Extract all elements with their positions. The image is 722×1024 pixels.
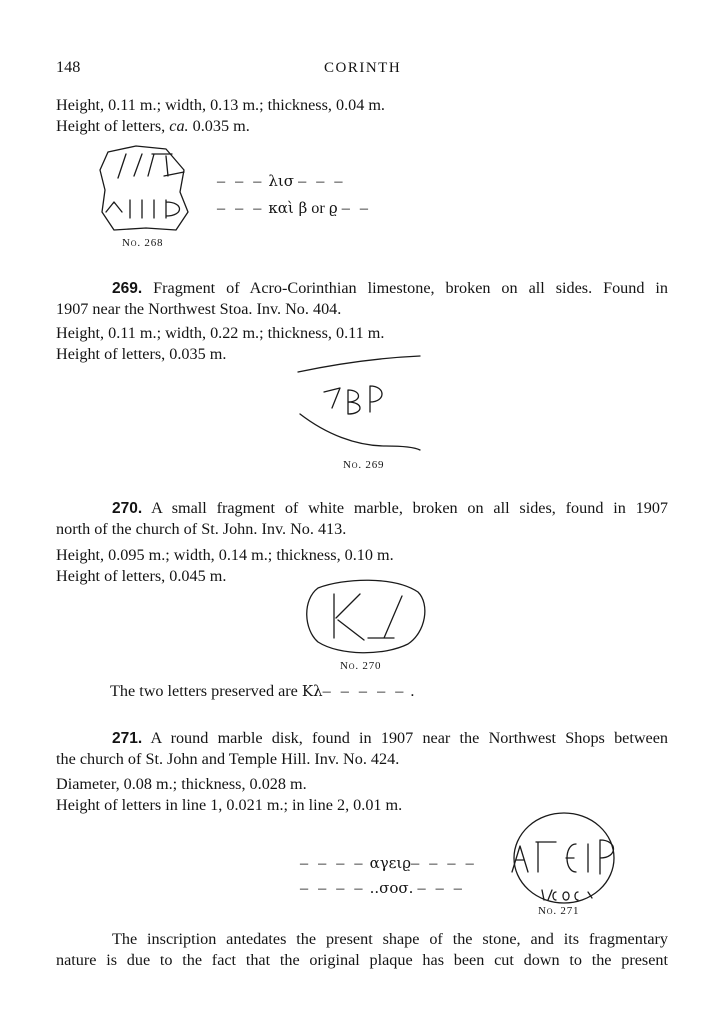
no269-fragment-drawing xyxy=(296,350,424,456)
no271-disk-drawing xyxy=(508,808,626,908)
no268-line1-dashes-left: – – – xyxy=(217,172,265,190)
no270-preserved-end: . xyxy=(410,682,415,700)
no270-caption: No. 270 xyxy=(340,660,382,672)
no269-caption: No. 269 xyxy=(343,459,385,471)
page-number: 148 xyxy=(56,58,81,76)
no271-line1-dashes-right: – – – – xyxy=(411,854,477,872)
no268-line1-greek: λισ xyxy=(268,172,295,190)
no269-text1: Fragment of Acro-Corinthian limestone, broken on all sides. Found in xyxy=(153,279,668,297)
no268-letters-ca: ca. xyxy=(169,117,189,135)
no270-dimensions: Height, 0.095 m.; width, 0.14 m.; thickness, 0.10 m. xyxy=(56,546,394,564)
no269-description-line2: 1907 near the Northwest Stoa. Inv. No. 404. xyxy=(56,300,342,318)
running-title: CORINTH xyxy=(324,60,402,76)
no268-dimensions: Height, 0.11 m.; width, 0.13 m.; thickness, 0.04 m. xyxy=(56,96,385,114)
no271-line1-greek: αγειϱ xyxy=(369,854,412,872)
closing-text1: The inscription antedates the present shape of the stone, and its fragmentary xyxy=(112,930,668,948)
no271-text1: A round marble disk, found in 1907 near the Northwest Shops between xyxy=(150,729,668,747)
no271-number: 271. xyxy=(112,730,143,747)
no270-preserved-greek: Κλ xyxy=(301,682,323,700)
no270-fragment-drawing xyxy=(304,578,430,656)
no270-description-line1 xyxy=(56,498,668,519)
no271-transcription-line1 xyxy=(300,853,477,873)
no269-description-line1 xyxy=(56,278,668,299)
no268-line2-greek: καὶ β xyxy=(268,199,308,217)
no270-preserved-text: The two letters preserved are xyxy=(110,682,298,700)
no271-line2-dashes-right: – – – xyxy=(417,879,465,897)
no268-fragment-drawing xyxy=(96,142,206,237)
no269-letter-height: Height of letters, 0.035 m. xyxy=(56,345,227,363)
no268-line2-dashes-left: – – – xyxy=(217,199,265,217)
no268-letters-label: Height of letters, xyxy=(56,117,166,135)
no271-line1-dashes-left: – – – – xyxy=(300,854,366,872)
no268-letter-height xyxy=(56,116,250,136)
no268-line2-greek2: ϱ xyxy=(328,199,338,217)
no268-transcription-line2 xyxy=(217,198,371,218)
no268-letters-value: 0.035 m. xyxy=(192,117,250,135)
no270-preserved-dashes: – – – – – xyxy=(322,682,407,700)
no269-dimensions: Height, 0.11 m.; width, 0.22 m.; thickness, 0.11 m. xyxy=(56,324,385,342)
no270-description-line2: north of the church of St. John. Inv. No. 413. xyxy=(56,520,347,538)
no269-number: 269. xyxy=(112,280,143,297)
no271-transcription-line2 xyxy=(300,878,465,898)
no268-caption: No. 268 xyxy=(122,237,164,249)
no268-line2-dashes-right: – – xyxy=(341,199,371,217)
no268-line2-or: or xyxy=(311,199,325,217)
no271-description-line1 xyxy=(56,728,668,749)
no270-preserved-letters xyxy=(110,681,414,701)
no270-letter-height: Height of letters, 0.045 m. xyxy=(56,567,227,585)
no271-letter-height: Height of letters in line 1, 0.021 m.; in line 2, 0.01 m. xyxy=(56,796,403,814)
no268-line1-dashes-right: – – – xyxy=(298,172,346,190)
closing-paragraph-line2: nature is due to the fact that the original plaque has been cut down to the present xyxy=(56,951,668,969)
no271-line2-greek: ..σοσ. xyxy=(369,879,414,897)
no268-transcription-line1 xyxy=(217,171,345,191)
no271-line2-dashes-left: – – – – xyxy=(300,879,366,897)
no271-caption: No. 271 xyxy=(538,905,580,917)
no271-description-line2: the church of St. John and Temple Hill. Inv. No. 424. xyxy=(56,750,400,768)
no271-dimensions: Diameter, 0.08 m.; thickness, 0.028 m. xyxy=(56,775,307,793)
closing-paragraph-line1 xyxy=(56,929,668,949)
no270-text1: A small fragment of white marble, broken on all sides, found in 1907 xyxy=(151,499,669,517)
no270-number: 270. xyxy=(112,500,143,517)
